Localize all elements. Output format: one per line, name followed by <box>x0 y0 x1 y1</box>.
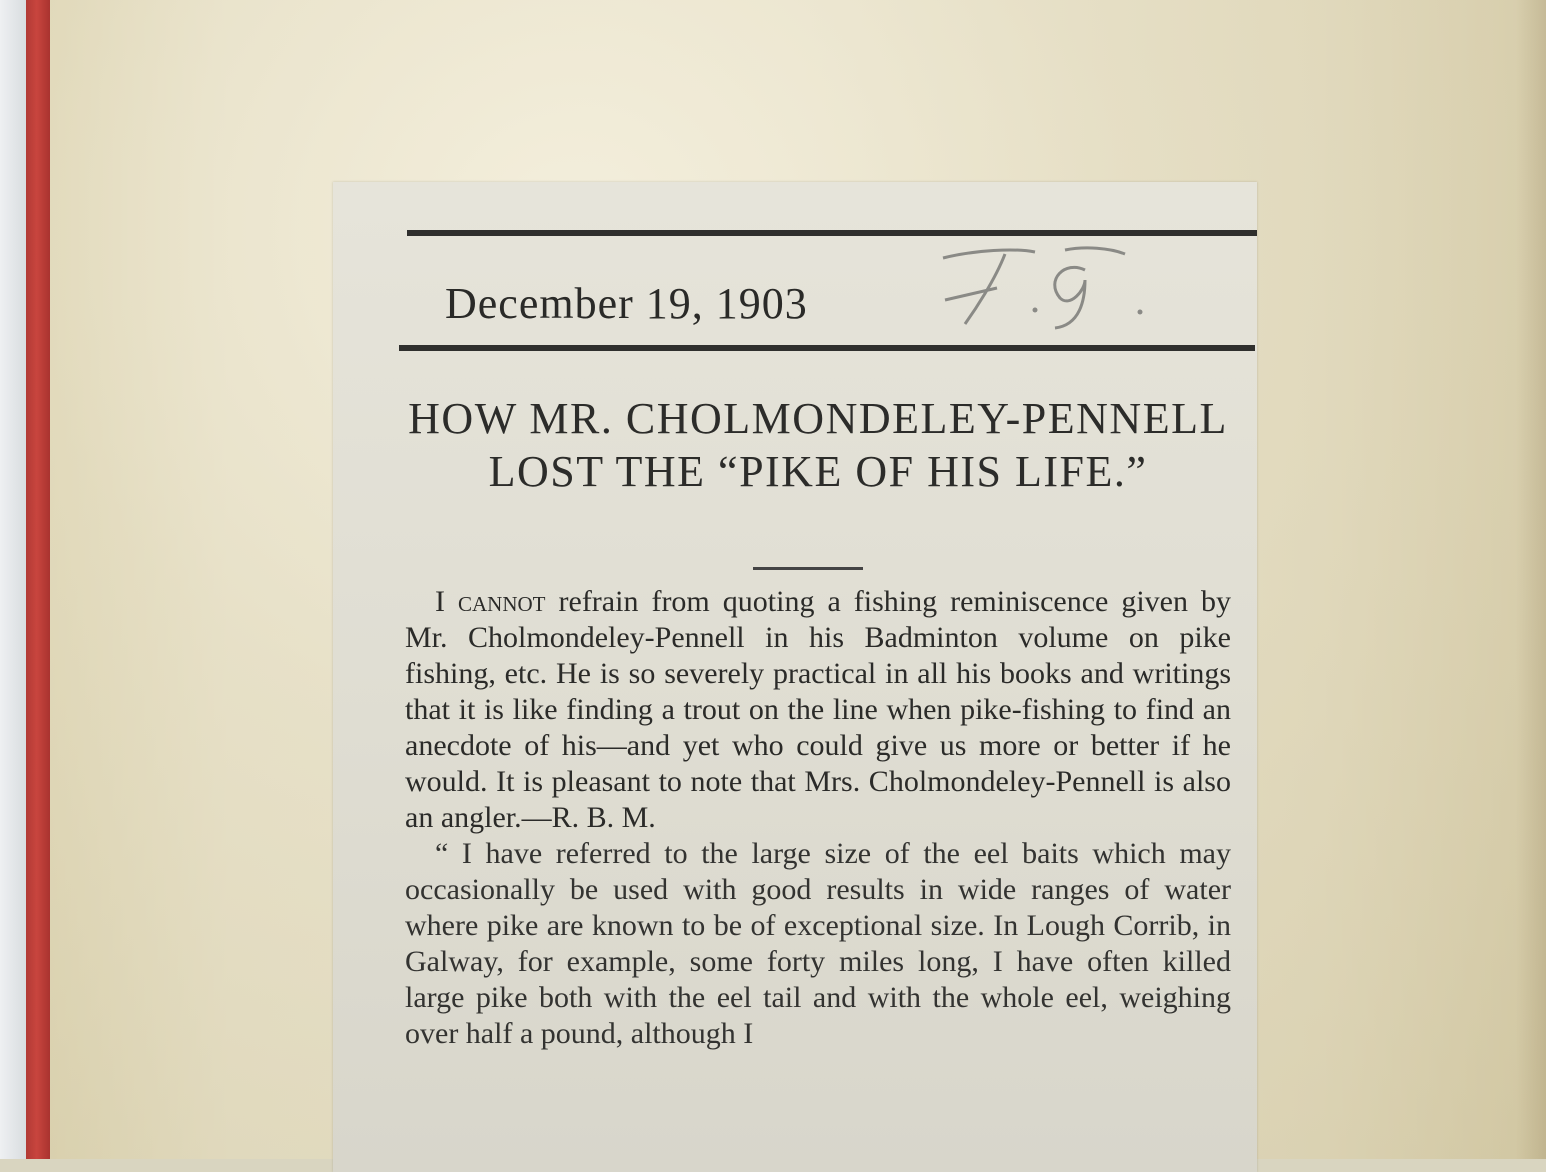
left-background-strip <box>0 0 26 1159</box>
middle-rule <box>399 345 1255 351</box>
paragraph-1-lead: I cannot <box>435 585 546 618</box>
top-rule <box>407 230 1257 236</box>
handwritten-initials <box>935 240 1165 330</box>
paragraph-2: “ I have referred to the large size of the eel baits which may occasionally be used with good results in wide ranges of water where pike are known to be of exceptional size. In Lough Corrib, in Galway, for example, some forty miles long, I have often killed large pike both with the eel tail and with the whole eel, weighing over half a pound, although I <box>405 837 1231 1050</box>
newspaper-clipping <box>333 182 1257 1172</box>
headline-separator <box>753 567 863 570</box>
book-spine-edge <box>26 0 50 1159</box>
page-edge-shadow <box>1516 0 1546 1159</box>
dateline: December 19, 1903 <box>445 279 808 328</box>
article-body <box>405 584 1231 1052</box>
headline: HOW MR. CHOLMONDELEY-PENNELL LOST THE “PIKE OF HIS LIFE.” <box>408 394 1228 496</box>
paragraph-1 <box>405 584 1231 836</box>
scrapbook-page <box>50 0 1546 1159</box>
paragraph-1-text: refrain from quoting a fishing reminiscence given by Mr. Cholmondeley-Pennell in his Badminton volume on pike fishing, etc. He is so severely practical in all his books and writings that it is like finding a trout on the line when pike-fishing to find an anecdote of his—and yet who could give us more or better if he would. It is pleasant to note that Mrs. Cholmondeley-Pennell is also an angler.—R. B. M. <box>405 585 1231 834</box>
